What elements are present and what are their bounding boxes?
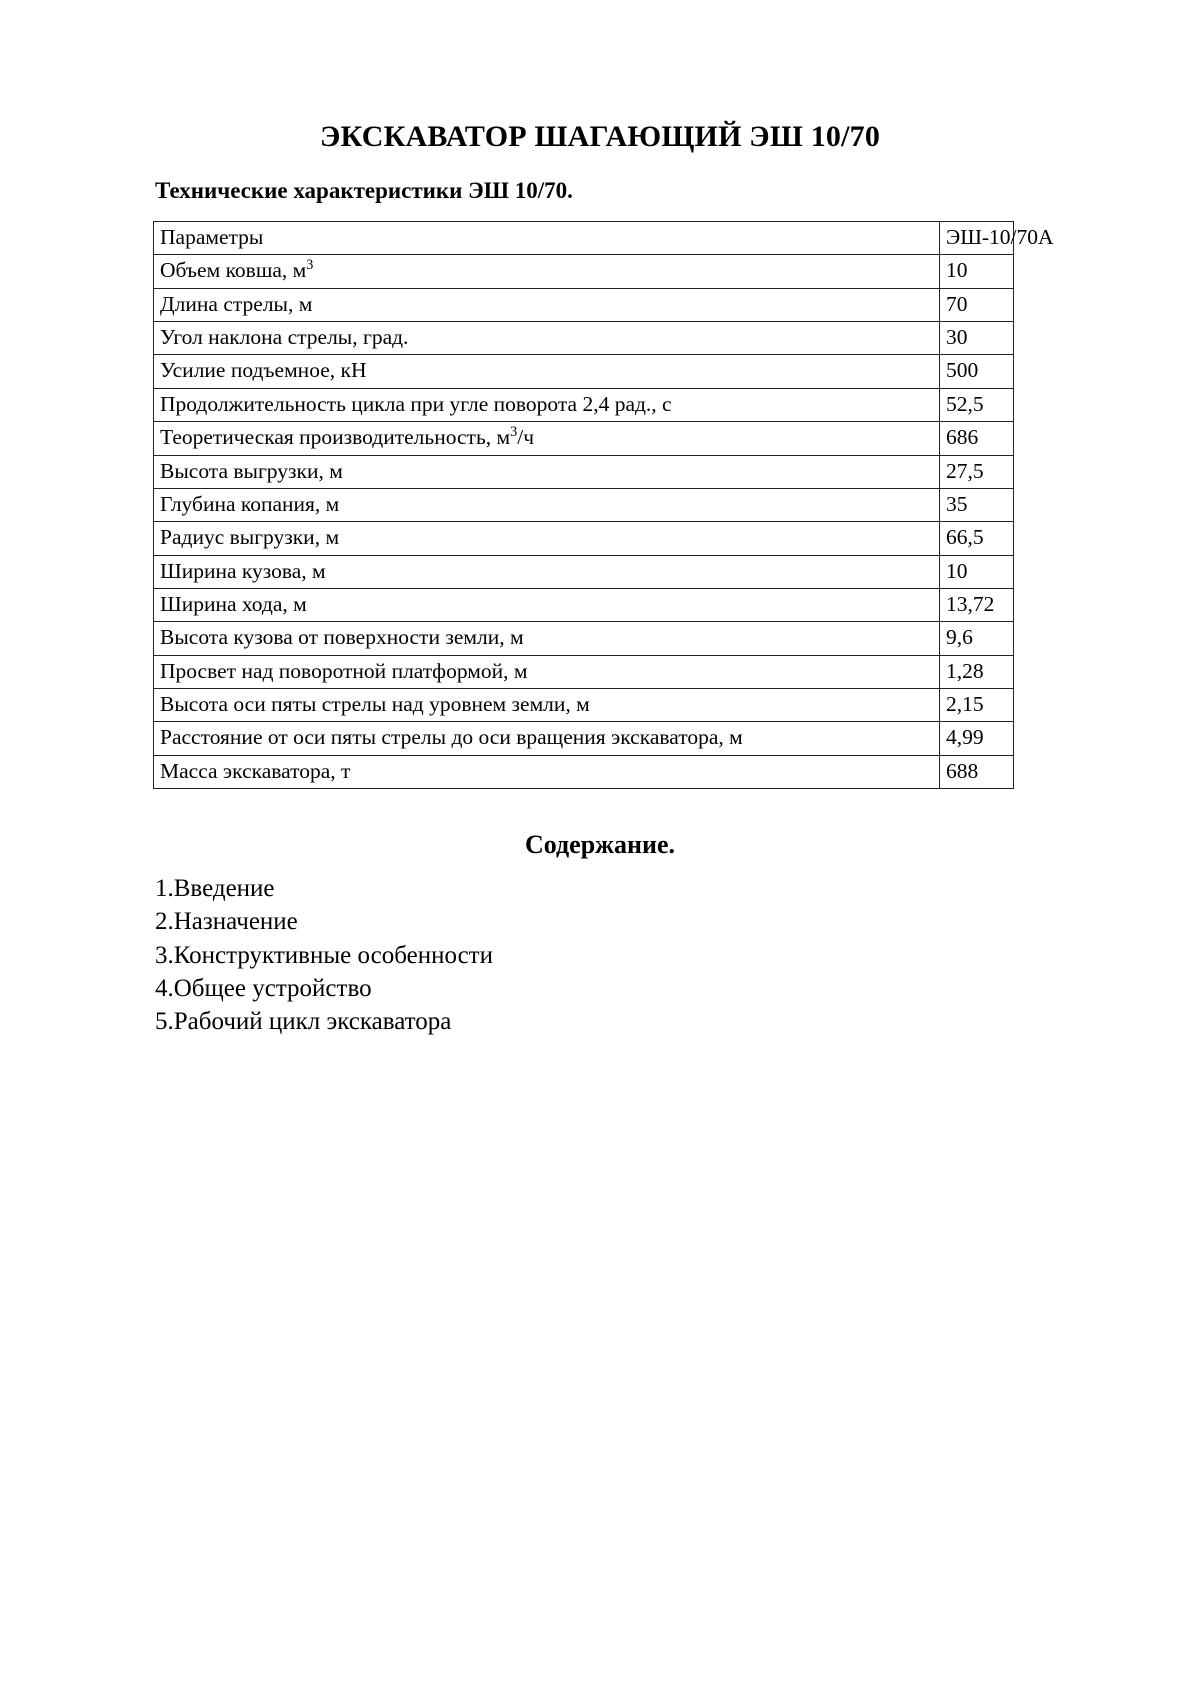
spec-parameter-cell xyxy=(154,622,940,655)
spec-parameter-text: Масса экскаватора, т xyxy=(160,758,351,783)
spec-value-cell: 52,5 xyxy=(940,388,1014,421)
contents-item-3[interactable] xyxy=(155,939,955,972)
table-row xyxy=(154,255,1014,288)
spec-parameter-cell xyxy=(154,488,940,521)
table-row xyxy=(154,622,1014,655)
spec-table-container xyxy=(153,221,1054,789)
contents-item-number: 4. xyxy=(155,974,174,1002)
spec-value-cell: 66,5 xyxy=(940,522,1014,555)
spec-parameter-cell xyxy=(154,422,940,455)
spec-table-body xyxy=(154,222,1054,789)
spec-value-cell: 13,72 xyxy=(940,588,1014,621)
spec-parameter-text: Ширина хода, м xyxy=(160,591,307,616)
table-row xyxy=(154,455,1014,488)
column-header-param: Параметры xyxy=(154,222,940,255)
spec-parameter-cell xyxy=(154,255,940,288)
table-row xyxy=(154,288,1014,321)
spec-parameter-text: Длина стрелы, м xyxy=(160,291,313,316)
spec-parameter-text: Усилие подъемное, кН xyxy=(160,358,367,383)
spec-parameter-text-suffix: /ч xyxy=(517,425,535,450)
contents-item-2[interactable] xyxy=(155,905,955,938)
spec-value-cell: 688 xyxy=(940,755,1014,788)
table-row xyxy=(154,655,1014,688)
spec-parameter-text: Объем ковша, м xyxy=(160,258,307,283)
contents-item-label: Конструктивные особенности xyxy=(173,941,493,969)
spec-parameter-cell xyxy=(154,288,940,321)
table-header-row xyxy=(154,222,1014,255)
spec-parameter-text: Радиус выгрузки, м xyxy=(160,525,340,550)
table-row xyxy=(154,588,1014,621)
spec-parameter-cell xyxy=(154,322,940,355)
spec-parameter-text: Просвет над поворотной платформой, м xyxy=(160,658,528,683)
spec-value-cell: 10 xyxy=(940,255,1014,288)
spec-parameter-text: Глубина копания, м xyxy=(160,491,340,516)
contents-item-5[interactable] xyxy=(155,1005,955,1038)
spec-value-cell: 35 xyxy=(940,488,1014,521)
superscript-exponent: 3 xyxy=(510,424,518,440)
spec-parameter-cell xyxy=(154,522,940,555)
technical-specifications-table xyxy=(153,221,1054,789)
table-row xyxy=(154,555,1014,588)
spec-value-cell: 27,5 xyxy=(940,455,1014,488)
spec-parameter-cell xyxy=(154,655,940,688)
spec-value-cell: 4,99 xyxy=(940,722,1014,755)
spec-parameter-cell xyxy=(154,689,940,722)
table-row xyxy=(154,689,1014,722)
contents-item-number: 5. xyxy=(155,1008,174,1035)
spec-value-cell: 686 xyxy=(940,422,1014,455)
table-row xyxy=(154,322,1014,355)
spec-value-cell: 70 xyxy=(940,288,1014,321)
table-row xyxy=(154,722,1014,755)
table-row xyxy=(154,755,1014,788)
table-row xyxy=(154,488,1014,521)
column-header-value: ЭШ-10/70А xyxy=(940,222,1014,255)
contents-item-number: 2. xyxy=(155,908,174,936)
spec-value-cell: 2,15 xyxy=(940,689,1014,722)
spec-value-cell: 9,6 xyxy=(940,622,1014,655)
table-row xyxy=(154,422,1014,455)
page-title: ЭКСКАВАТОР ШАГАЮЩИЙ ЭШ 10/70 xyxy=(319,120,881,154)
spec-parameter-cell xyxy=(154,722,940,755)
contents-item-label: Рабочий цикл экскаватора xyxy=(173,1008,452,1035)
table-row xyxy=(154,388,1014,421)
table-row xyxy=(154,355,1014,388)
spec-value-cell: 30 xyxy=(940,322,1014,355)
spec-parameter-text: Продолжительность цикла при угле поворота 2,4 рад., с xyxy=(160,391,672,416)
contents-heading: Содержание. xyxy=(524,830,676,859)
spec-parameter-text: Расстояние от оси пяты стрелы до оси вращения экскаватора, м xyxy=(160,725,743,750)
spec-value-cell: 1,28 xyxy=(940,655,1014,688)
spec-parameter-cell xyxy=(154,588,940,621)
spec-parameter-text: Высота оси пяты стрелы над уровнем земли, м xyxy=(160,692,590,717)
spec-parameter-text: Теоретическая производительность, м xyxy=(160,425,511,450)
contents-list xyxy=(155,872,955,1038)
section-subtitle: Технические характеристики ЭШ 10/70. xyxy=(155,178,573,203)
spec-parameter-cell xyxy=(154,555,940,588)
spec-parameter-text: Угол наклона стрелы, град. xyxy=(160,325,409,350)
contents-item-label: Назначение xyxy=(173,908,298,936)
contents-item-label: Введение xyxy=(173,875,275,902)
spec-parameter-text: Высота выгрузки, м xyxy=(160,458,343,483)
table-row xyxy=(154,522,1014,555)
contents-item-label: Общее устройство xyxy=(173,974,372,1002)
spec-parameter-cell xyxy=(154,355,940,388)
contents-item-number: 3. xyxy=(155,941,174,969)
contents-item-number: 1. xyxy=(155,875,174,902)
spec-parameter-text: Ширина кузова, м xyxy=(160,558,326,583)
spec-value-cell: 10 xyxy=(940,555,1014,588)
contents-item-4[interactable] xyxy=(155,972,955,1005)
spec-parameter-cell xyxy=(154,455,940,488)
spec-parameter-cell xyxy=(154,755,940,788)
spec-parameter-cell xyxy=(154,388,940,421)
spec-value-cell: 500 xyxy=(940,355,1014,388)
contents-item-1[interactable] xyxy=(155,872,955,905)
spec-parameter-text: Высота кузова от поверхности земли, м xyxy=(160,625,524,650)
superscript-exponent: 3 xyxy=(306,257,314,274)
